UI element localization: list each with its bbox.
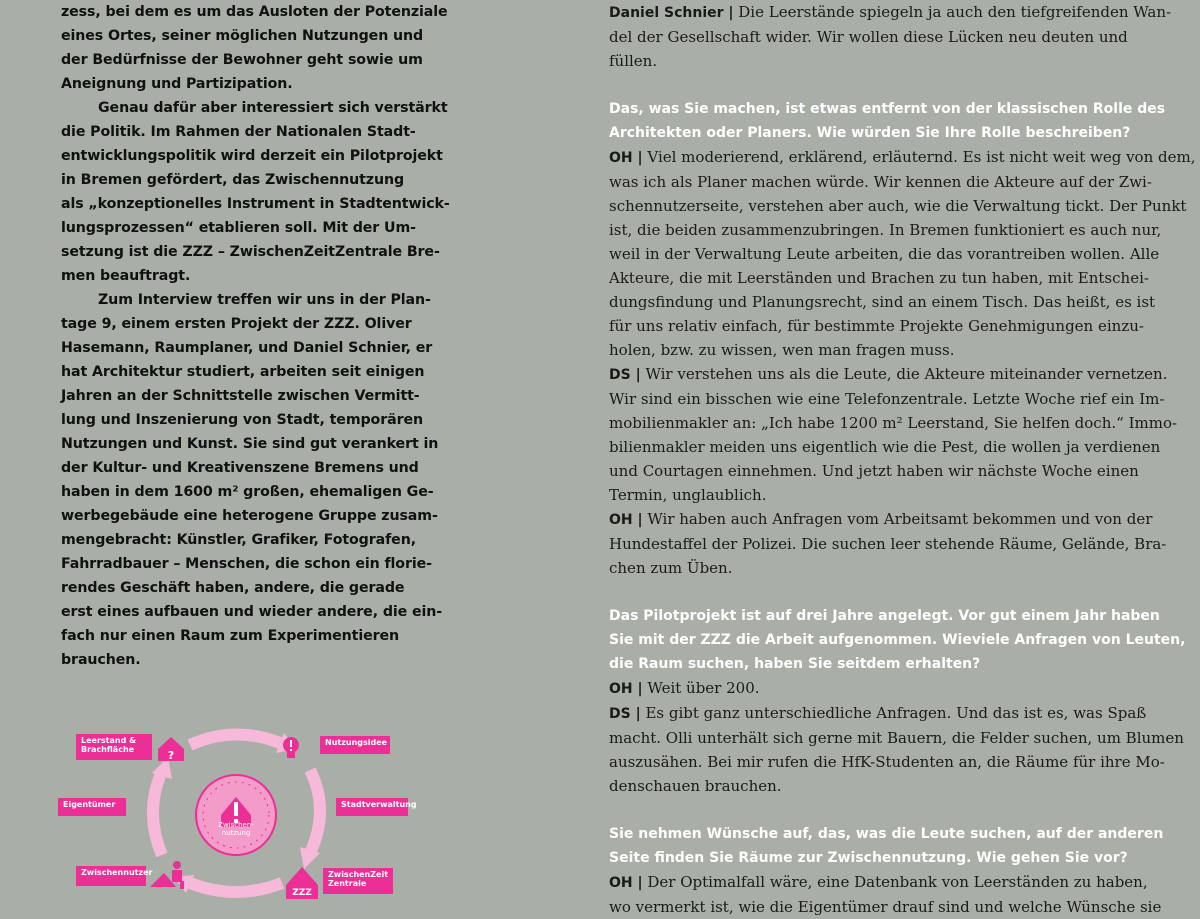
text-line: macht. Olli unterhält sich gerne mit Bauern, die Felder suchen, um Blumen <box>609 729 1184 747</box>
zzz-mark: ZZZ <box>292 888 312 898</box>
cycle-arrow-left <box>153 771 162 855</box>
text-line <box>609 507 1153 532</box>
interview-question <box>609 604 1186 676</box>
text-line: rendes Geschäft haben, andere, die gerade <box>61 580 405 596</box>
answer-text: Der Optimalfall wäre, eine Datenbank von Leerständen zu haben, <box>642 873 1148 891</box>
text-line: für uns relativ einfach, für bestimmte Projekte Genehmigungen einzu- <box>609 317 1144 335</box>
interview-answer <box>609 362 1178 507</box>
text-line: Hasemann, Raumplaner, und Daniel Schnier, er <box>61 340 433 356</box>
text-line: tage 9, einem ersten Projekt der ZZZ. Oliver <box>61 316 412 332</box>
text-line: Nutzungen und Kunst. Sie sind gut verankert in <box>61 436 439 452</box>
text-line: Das, was Sie machen, ist etwas entfernt von der klassischen Rolle des <box>609 101 1166 117</box>
left-column <box>61 0 450 672</box>
text-line: Akteure, die mit Leerständen und Brachen zu tun haben, mit Entschei- <box>609 269 1149 287</box>
text-line: Hundestaffel der Polizei. Die suchen leer stehende Räume, Gelände, Bra- <box>609 535 1167 553</box>
answer-text: Viel moderierend, erklärend, erläuternd. Es ist nicht weit weg von dem, <box>642 148 1196 166</box>
text-line: Genau dafür aber interessiert sich verstärkt <box>98 100 448 116</box>
text-line <box>609 870 1149 895</box>
text-line <box>609 701 1149 726</box>
text-line: lung und Inszenierung von Stadt, temporären <box>61 412 423 428</box>
interview-answer <box>609 0 1172 73</box>
text-line: wo vermerkt ist, wie die Eigentümer drauf sind und welche Wünsche sie <box>609 898 1162 916</box>
text-line <box>609 676 1149 701</box>
lightbulb-icon <box>283 737 299 758</box>
body-paragraph <box>61 0 448 96</box>
answer-text: Wir verstehen uns als die Leute, die Akteure miteinander vernetzen. <box>640 365 1168 383</box>
block-gap <box>609 580 1149 604</box>
text-line: denschauen brauchen. <box>609 777 782 795</box>
text-line: Aneignung und Partizipation. <box>61 76 293 92</box>
text-line: in Bremen gefördert, das Zwischennutzung <box>61 172 405 188</box>
interview-answer <box>609 145 1196 362</box>
cycle-arrow-bottom <box>190 883 282 892</box>
text-line: ist, die beiden zusammenzubringen. In Bremen funktioniert es auch nur, <box>609 221 1162 239</box>
speaker-label: OH | <box>609 875 643 891</box>
text-line: weil in der Verwaltung Leute arbeiten, die das vorantreiben wollen. Alle <box>609 245 1160 263</box>
text-line: lungsprozessen“ etablieren soll. Mit der Um- <box>61 220 416 236</box>
text-line: was ich als Planer machen würde. Wir kennen die Akteure auf der Zwi- <box>609 173 1152 191</box>
text-line: mengebracht: Künstler, Grafiker, Fotografen, <box>61 532 416 548</box>
text-line <box>609 0 1172 25</box>
speaker-label: Daniel Schnier | <box>609 5 734 21</box>
text-line: Fahrradbauer – Menschen, die schon ein florie- <box>61 556 432 572</box>
label-stadtverwaltung: Stadtverwaltung <box>336 798 408 816</box>
text-line: Sie mit der ZZZ die Arbeit aufgenommen. Wieviele Anfragen von Leuten, <box>609 632 1186 648</box>
label-zzz: ZwischenZeit Zentrale <box>323 868 393 894</box>
text-line: brauchen. <box>61 652 141 668</box>
label-zwischennutzer: Zwischennutzer <box>76 866 146 886</box>
text-line: Zum Interview treffen wir uns in der Plan- <box>98 292 431 308</box>
text-line: und Courtagen einnehmen. Und jetzt haben wir nächste Woche einen <box>609 462 1139 480</box>
speaker-label: OH | <box>609 150 643 166</box>
text-line: zess, bei dem es um das Ausloten der Potenziale <box>61 4 448 20</box>
text-line: Jahren an der Schnittstelle zwischen Vermitt- <box>61 388 420 404</box>
answer-text: Die Leerstände spiegeln ja auch den tiefgreifenden Wan- <box>733 3 1172 21</box>
text-line: schennutzerseite, verstehen aber auch, wie die Verwaltung tickt. Der Punkt <box>609 197 1187 215</box>
label-eigentuemer: Eigentümer <box>58 798 126 816</box>
text-line: setzung ist die ZZZ – ZwischenZeitZentrale Bre- <box>61 244 440 260</box>
label-leerstand: Leerstand & Brachfläche <box>76 734 152 760</box>
interview-answer <box>609 507 1167 580</box>
text-line: Das Pilotprojekt ist auf drei Jahre angelegt. Vor gut einem Jahr haben <box>609 608 1160 624</box>
text-line: men beauftragt. <box>61 268 191 284</box>
text-line: Architekten oder Planers. Wie würden Sie Ihre Rolle beschreiben? <box>609 125 1131 141</box>
text-line: holen, bzw. zu wissen, wen man fragen muss. <box>609 341 955 359</box>
text-line: haben in dem 1600 m² großen, ehemaligen Ge- <box>61 484 434 500</box>
text-line: chen zum Üben. <box>609 559 733 577</box>
worker-shovel-icon <box>150 861 184 889</box>
text-line: der Bedürfnisse der Bewohner geht sowie um <box>61 52 423 68</box>
answer-text: Weit über 200. <box>642 679 760 697</box>
speaker-label: DS | <box>609 367 641 383</box>
text-line: werbegebäude eine heterogene Gruppe zusam- <box>61 508 438 524</box>
text-line: hat Architektur studiert, arbeiten seit einigen <box>61 364 425 380</box>
svg-text:?: ? <box>167 749 175 762</box>
text-line: fach nur einen Raum zum Experimentieren <box>61 628 400 644</box>
answer-text: Es gibt ganz unterschiedliche Anfragen. Und das ist es, was Spaß <box>640 704 1147 722</box>
text-line: Seite finden Sie Räume zur Zwischennutzung. Wie gehen Sie vor? <box>609 850 1128 866</box>
text-line: die Raum suchen, haben Sie seitdem erhalten? <box>609 656 981 672</box>
block-gap <box>609 73 1149 97</box>
text-line: füllen. <box>609 52 658 70</box>
answer-text: Wir haben auch Anfragen vom Arbeitsamt bekommen und von der <box>642 510 1153 528</box>
label-center: Zwischen-nutzung <box>218 821 254 837</box>
text-line: erst eines aufbauen und wieder andere, die ein- <box>61 604 443 620</box>
interview-question <box>609 822 1164 870</box>
speaker-label: OH | <box>609 681 643 697</box>
right-column <box>609 0 1196 919</box>
cycle-arrow-top <box>190 734 280 745</box>
zwischennutzung-diagram <box>58 715 418 900</box>
label-nutzungsidee: Nutzungsidee <box>320 736 390 754</box>
text-line: del der Gesellschaft wider. Wir wollen diese Lücken neu deuten und <box>609 28 1128 46</box>
interview-question <box>609 97 1166 145</box>
text-line: entwicklungspolitik wird derzeit ein Pilotprojekt <box>61 148 443 164</box>
text-line: mobilienmakler an: „Ich habe 1200 m² Leerstand, Sie helfen doch.“ Immo- <box>609 414 1178 432</box>
text-line <box>609 362 1168 387</box>
text-line: auszusähen. Bei mir rufen die HfK-Studenten an, die Räume für ihre Mo- <box>609 753 1165 771</box>
interview-answer <box>609 676 1149 701</box>
text-line: als „konzeptionelles Instrument in Stadtentwick- <box>61 196 450 212</box>
body-paragraph <box>61 96 450 288</box>
body-paragraph <box>61 288 443 672</box>
speaker-label: OH | <box>609 512 643 528</box>
text-line: dungsfindung und Planungsrecht, sind an einem Tisch. Das heißt, es ist <box>609 293 1156 311</box>
text-line <box>609 145 1196 170</box>
text-line: Sie nehmen Wünsche auf, das, was die Leute suchen, auf der anderen <box>609 826 1164 842</box>
interview-answer <box>609 701 1184 798</box>
speaker-label: DS | <box>609 706 641 722</box>
block-gap <box>609 798 1149 822</box>
text-line: bilienmakler meiden uns eigentlich wie die Pest, die wollen ja verdienen <box>609 438 1161 456</box>
cycle-arrow-right <box>310 770 320 853</box>
interview-answer <box>609 870 1162 919</box>
text-line: eines Ortes, seiner möglichen Nutzungen und <box>61 28 424 44</box>
text-line: Wir sind ein bisschen wie eine Telefonzentrale. Letzte Woche rief ein Im- <box>609 390 1165 408</box>
text-line: Termin, unglaublich. <box>609 486 767 504</box>
text-line: der Kultur- und Kreativenszene Bremens und <box>61 460 419 476</box>
text-line: die Politik. Im Rahmen der Nationalen Stadt- <box>61 124 416 140</box>
